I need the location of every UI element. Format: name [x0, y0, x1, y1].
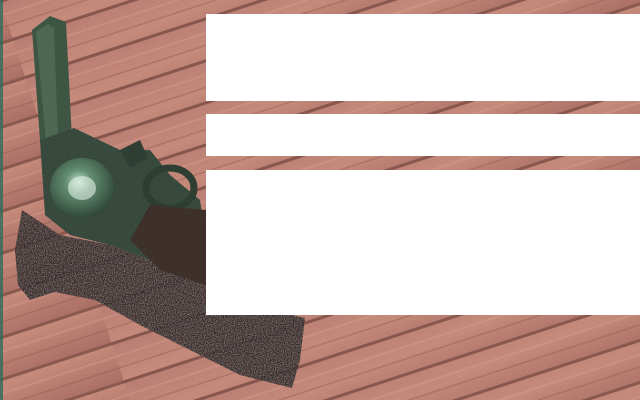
- main-panel: [206, 170, 640, 315]
- top-panel: [206, 14, 640, 101]
- left-edge-strip: [0, 0, 3, 400]
- middle-panel: [206, 114, 640, 156]
